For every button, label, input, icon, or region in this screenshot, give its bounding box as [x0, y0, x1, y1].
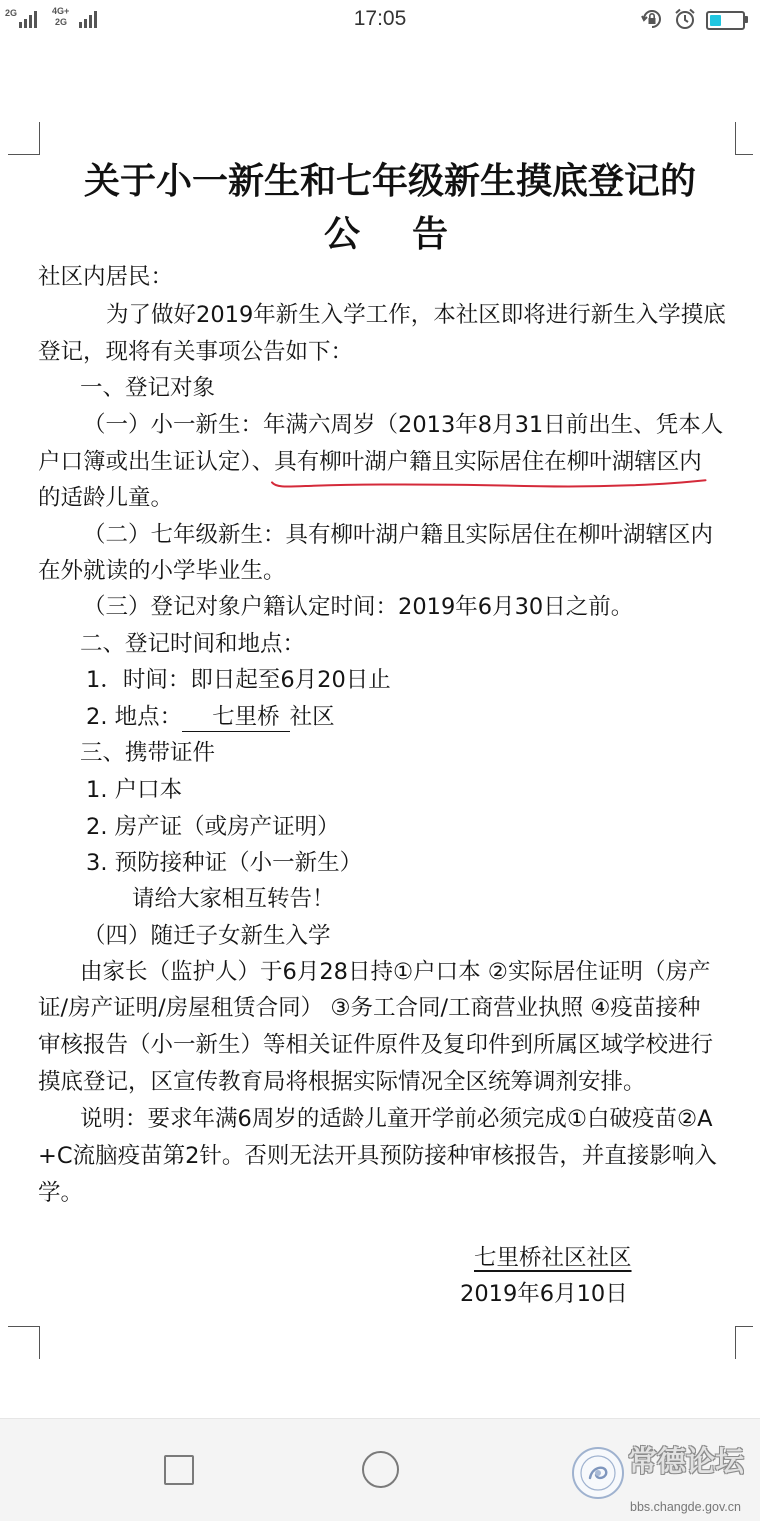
- battery-level-fill: [710, 15, 721, 26]
- sim2-signal-bars: [79, 10, 101, 28]
- section-1-item-2-line-2: 在外就读的小学毕业生。: [38, 558, 286, 584]
- section-4-line-3: 审核报告（小一新生）等相关证件原件及复印件到所属区域学校进行: [38, 1032, 714, 1058]
- status-time: 17:05: [353, 7, 407, 30]
- section-4-line-4: 摸底登记，区宣传教育局将根据实际情况全区统筹调剂安排。: [38, 1069, 646, 1095]
- recent-apps-icon[interactable]: [164, 1455, 194, 1485]
- navigation-bar: [0, 1418, 760, 1521]
- sim1-network-label: 2G: [5, 8, 18, 18]
- crop-mark-bottom-right: [735, 1326, 753, 1359]
- place-suffix: 社区: [289, 704, 335, 730]
- section-2-place: [86, 699, 335, 735]
- status-bar: [0, 0, 760, 38]
- section-1-item-1-line-2: [38, 444, 702, 480]
- section-1-heading: 一、登记对象: [80, 375, 216, 401]
- intro-line-2: 登记，现将有关事项公告如下：: [38, 339, 354, 365]
- item-1-line-2-marked: 具有柳叶湖户籍且实际居住在柳叶湖辖区内: [274, 449, 702, 475]
- red-underlined-phrase: [274, 444, 702, 480]
- section-4-line-1: 由家长（监护人）于6月28日持①户口本 ②实际居住证明（房产: [80, 959, 711, 985]
- alarm-icon: [673, 7, 697, 31]
- crop-mark-top-right: [735, 122, 753, 155]
- salutation: 社区内居民：: [38, 264, 174, 290]
- section-2-heading: 二、登记时间和地点：: [80, 631, 306, 657]
- forum-seal-logo: [570, 1445, 626, 1501]
- watermark-url: bbs.changde.gov.cn: [630, 1500, 741, 1514]
- red-ink-underline: [272, 478, 706, 489]
- reminder: 请给大家相互转告！: [132, 886, 335, 912]
- place-label: 2. 地点：: [86, 704, 183, 730]
- section-1-item-1-line-1: （一）小一新生：年满六周岁（2013年8月31日前出生、凭本人: [83, 412, 724, 438]
- section-2-time: 1．时间：即日起至6月20日止: [86, 667, 391, 693]
- section-3-heading: 三、携带证件: [80, 740, 216, 766]
- watermark-title: 常德论坛: [628, 1444, 745, 1478]
- signature-org: 七里桥社区社区: [474, 1245, 632, 1271]
- notice-title-line-2: 公 告: [323, 214, 456, 255]
- sim1-signal-bars: [19, 10, 41, 28]
- section-1-item-1-line-3: 的适龄儿童。: [38, 485, 174, 511]
- signature-date: 2019年6月10日: [460, 1281, 628, 1307]
- crop-mark-top-left: [8, 122, 40, 155]
- rotation-lock-icon: [640, 7, 664, 31]
- note-line-1: 说明：要求年满6周岁的适龄儿童开学前必须完成①白破疫苗②A: [80, 1106, 713, 1132]
- intro-line-1: 为了做好2019年新生入学工作，本社区即将进行新生入学摸底: [106, 302, 726, 328]
- note-line-3: 学。: [38, 1180, 84, 1206]
- note-line-2: +C流脑疫苗第2针。否则无法开具预防接种审核报告，并直接影响入: [38, 1143, 717, 1169]
- place-value: 七里桥: [182, 703, 290, 732]
- section-1-item-3: （三）登记对象户籍认定时间：2019年6月30日之前。: [83, 594, 634, 620]
- crop-mark-bottom-left: [8, 1326, 40, 1359]
- section-4-line-2: 证/房产证明/房屋租赁合同） ③务工合同/工商营业执照 ④疫苗接种: [38, 995, 701, 1021]
- section-3-item-3: 3. 预防接种证（小一新生）: [86, 850, 363, 876]
- section-1-item-2-line-1: （二）七年级新生：具有柳叶湖户籍且实际居住在柳叶湖辖区内: [83, 522, 714, 548]
- item-1-line-2-plain: 户口簿或出生证认定）、: [38, 449, 275, 475]
- sim2-network-top-label: 4G+: [52, 6, 70, 16]
- notice-title-line-1: 关于小一新生和七年级新生摸底登记的: [83, 161, 696, 202]
- sim2-network-bottom-label: 2G: [55, 17, 68, 27]
- section-3-item-2: 2. 房产证（或房产证明）: [86, 814, 340, 840]
- section-3-item-1: 1. 户口本: [86, 777, 183, 803]
- home-icon[interactable]: [362, 1451, 399, 1488]
- section-4-heading: （四）随迁子女新生入学: [83, 923, 331, 949]
